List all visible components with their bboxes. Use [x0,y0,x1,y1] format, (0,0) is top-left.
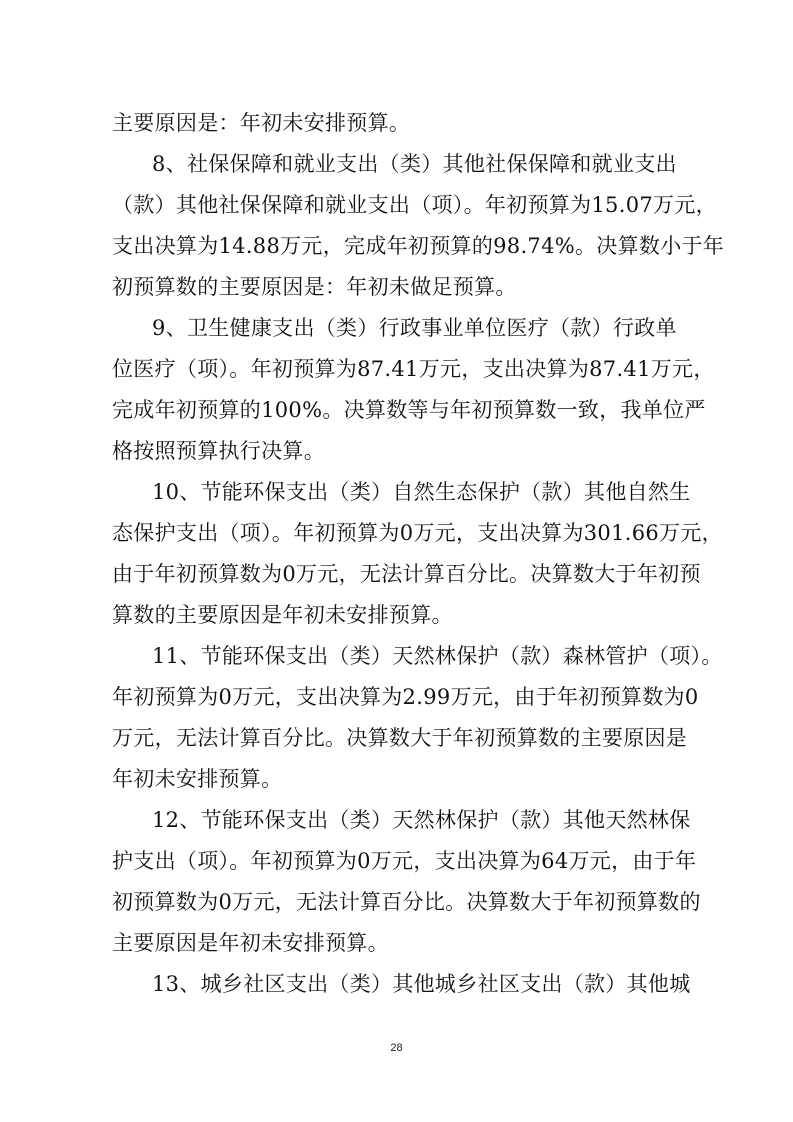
paragraph-11-line-2: 年初预算为0万元，支出决算为2.99万元，由于年初预算数为0 [112,685,699,709]
paragraph-9-line-1: 9、卫生健康支出（类）行政事业单位医疗（款）行政单 [152,316,677,340]
paragraph-11-line-4: 年初未安排预算。 [112,767,283,791]
paragraph-12-line-2: 护支出（项）。年初预算为0万元，支出决算为64万元，由于年 [112,849,697,873]
paragraph-9-line-4: 格按照预算执行决算。 [112,439,325,463]
paragraph-8-line-4: 初预算数的主要原因是：年初未做足预算。 [112,275,517,299]
paragraph-12-line-1: 12、节能环保支出（类）天然林保护（款）其他天然林保 [152,808,691,832]
paragraph-12-line-4: 主要原因是年初未安排预算。 [112,931,389,955]
paragraph-11-line-1: 11、节能环保支出（类）天然林保护（款）森林管护（项）。 [152,644,723,668]
paragraph-10-line-2: 态保护支出（项）。年初预算为0万元，支出决算为301.66万元， [112,521,723,545]
paragraph-9-line-2: 位医疗（项）。年初预算为87.41万元，支出决算为87.41万元， [112,357,715,381]
paragraph-8-line-2: （款）其他社保保障和就业支出（项）。年初预算为15.07万元， [112,193,717,217]
paragraph-10-line-1: 10、节能环保支出（类）自然生态保护（款）其他自然生 [152,480,691,504]
paragraph-9-line-3: 完成年初预算的100%。决算数等与年初预算数一致，我单位严 [112,398,706,422]
paragraph-11-line-3: 万元，无法计算百分比。决算数大于年初预算数的主要原因是 [112,726,688,750]
text-line-1: 主要原因是：年初未安排预算。 [112,111,411,135]
paragraph-10-line-3: 由于年初预算数为0万元，无法计算百分比。决算数大于年初预 [112,562,701,586]
paragraph-12-line-3: 初预算数为0万元，无法计算百分比。决算数大于年初预算数的 [112,890,701,914]
paragraph-8-line-1: 8、社保保障和就业支出（类）其他社保保障和就业支出 [152,152,677,176]
paragraph-13-line-1: 13、城乡社区支出（类）其他城乡社区支出（款）其他城 [152,972,691,996]
paragraph-8-line-3: 支出决算为14.88万元，完成年初预算的98.74%。决算数小于年 [112,234,725,258]
page-number: 28 [390,1042,403,1054]
paragraph-10-line-4: 算数的主要原因是年初未安排预算。 [112,603,453,627]
